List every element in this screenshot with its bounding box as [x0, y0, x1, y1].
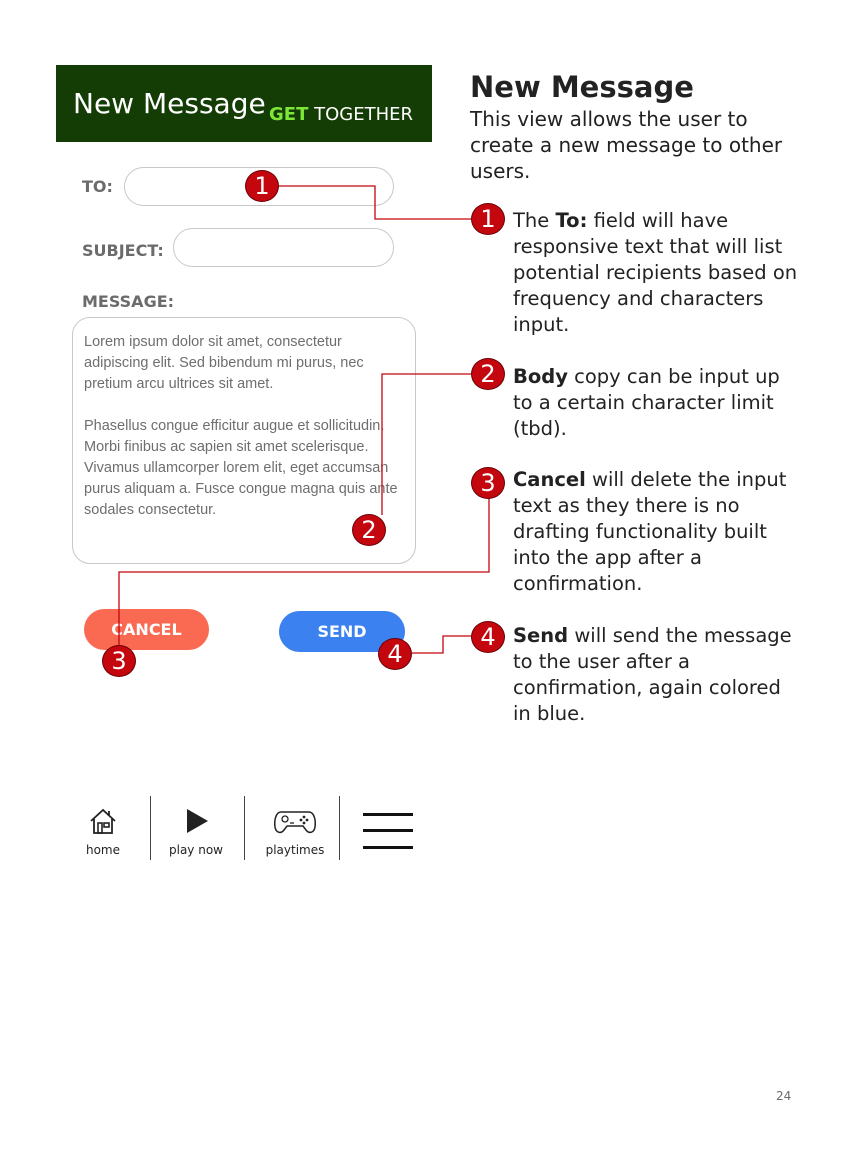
nav-playtimes[interactable]: [262, 806, 328, 857]
to-label: TO:: [82, 177, 113, 196]
subject-label: SUBJECT:: [82, 241, 164, 260]
annotation-note-3: [513, 467, 803, 597]
gamepad-icon: [273, 806, 317, 836]
nav-divider: [150, 796, 151, 860]
nav-divider: [244, 796, 245, 860]
hamburger-menu-icon: [363, 813, 415, 851]
message-label: MESSAGE:: [82, 292, 175, 311]
send-button[interactable]: SEND: [279, 611, 405, 652]
nav-home-label: home: [85, 843, 121, 857]
nav-playtimes-label: playtimes: [265, 843, 325, 857]
cancel-button[interactable]: CANCEL: [84, 609, 209, 650]
note-badge-1: 1: [471, 203, 505, 235]
note-badge-4: 4: [471, 621, 505, 653]
annotation-note-2: [513, 364, 803, 442]
nav-play-now[interactable]: [166, 806, 226, 857]
note-text: copy can be input up to a certain character limit (tbd).: [513, 365, 780, 440]
home-icon: [88, 806, 118, 836]
message-paragraph: Lorem ipsum dolor sit amet, consectetur adipiscing elit. Sed bibendum mi purus, nec pretium arcu ultrices sit amet.: [84, 334, 364, 392]
annotation-note-1: [513, 208, 803, 338]
note-badge-3: 3: [471, 467, 505, 499]
note-keyword: Cancel: [513, 468, 586, 491]
nav-play-now-label: play now: [169, 843, 223, 857]
note-keyword: To:: [555, 209, 588, 232]
brand-logo: [269, 104, 413, 125]
note-text: will send the message to the user after a confirmation, again colored in blue.: [513, 624, 792, 725]
annotation-note-4: [513, 623, 803, 727]
note-text: will delete the input text as they there is no drafting functionality built into the app after a confirmation.: [513, 468, 787, 595]
brand-rest-text: TOGETHER: [314, 104, 413, 125]
message-body: [84, 332, 409, 542]
nav-divider: [339, 796, 340, 860]
doc-title: New Message: [470, 70, 694, 104]
page-number: 24: [776, 1089, 792, 1103]
callout-badge-1: 1: [245, 170, 279, 202]
nav-home[interactable]: [72, 806, 134, 857]
note-badge-2: 2: [471, 358, 505, 390]
nav-menu[interactable]: [363, 813, 415, 851]
app-title: New Message: [73, 87, 266, 120]
note-keyword: Send: [513, 624, 569, 647]
note-text: The: [513, 209, 556, 232]
doc-intro: This view allows the user to create a new message to other users.: [470, 107, 783, 183]
subject-field[interactable]: [173, 228, 394, 267]
note-keyword: Body: [513, 365, 568, 388]
brand-accent-text: GET: [269, 104, 309, 125]
callout-badge-3: 3: [102, 645, 136, 677]
note-text: field will have responsive text that will list potential recipients based on frequency and characters input.: [513, 209, 798, 336]
message-paragraph: Phasellus congue efficitur augue et sollicitudin. Morbi finibus ac sapien sit amet scelerisque. Vivamus ullamcorper lorem elit, eget accumsan purus aliquam a. Fusce congue magna quis ante sodales consectetur.: [84, 418, 398, 518]
callout-badge-4: 4: [378, 638, 412, 670]
callout-badge-2: 2: [352, 514, 386, 546]
app-header: [56, 65, 432, 142]
leader-line-4: [412, 636, 471, 653]
play-icon: [181, 806, 211, 836]
